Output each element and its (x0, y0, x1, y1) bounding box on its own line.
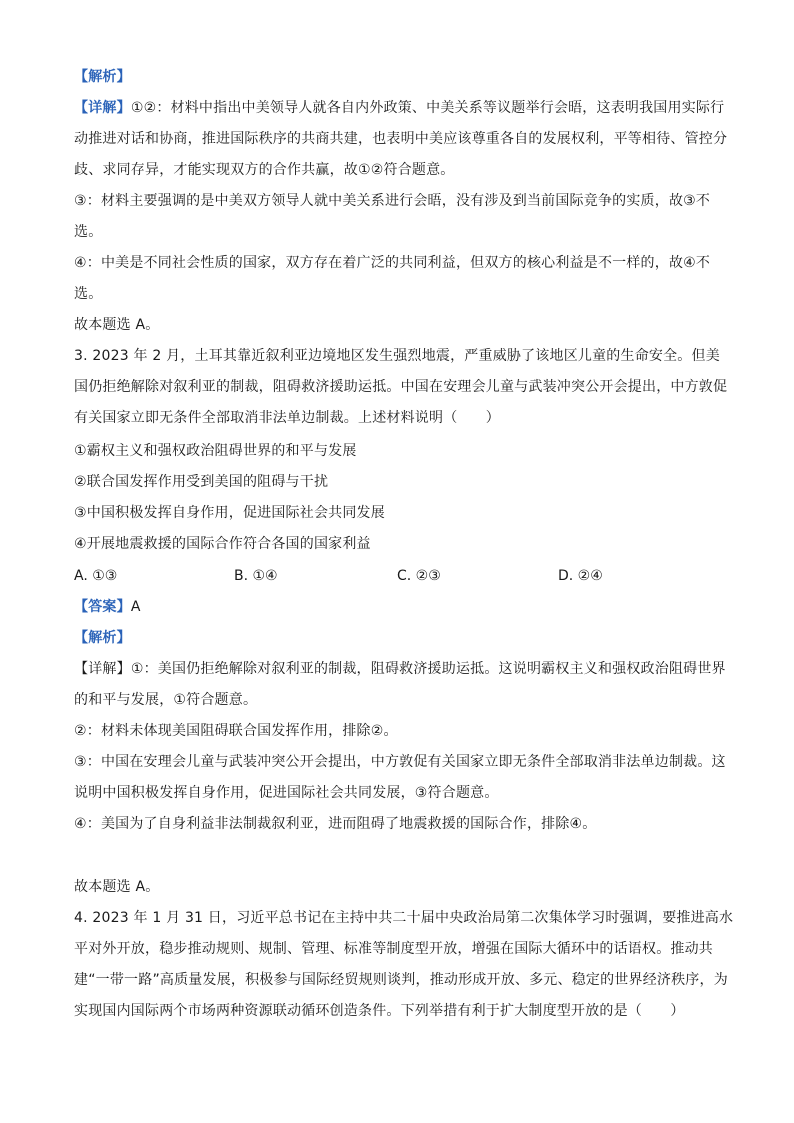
detail-tag: 【详解】 (74, 661, 131, 677)
answer-options (74, 561, 734, 592)
answer-value: A (130, 599, 141, 615)
option-d: D. ②④ (558, 568, 603, 584)
analysis-title: 【解析】 (74, 69, 131, 85)
detail-paragraph: 【详解】①：美国仍拒绝解除对叙利亚的制裁，阻碍救济援助运抵。这说明霸权主义和强权政治阻碍世界的和平与发展，①符合题意。 (74, 661, 726, 708)
option-b: B. ①④ (234, 568, 278, 584)
analysis-title: 【解析】 (74, 630, 131, 646)
statement-item-4: ④开展地震救援的国际合作符合各国的国家利益 (74, 536, 371, 552)
analysis-point-4: ④：美国为了自身利益非法制裁叙利亚，进而阻碍了地震救援的国际合作，排除④。 (74, 816, 597, 832)
statement-item-2: ②联合国发挥作用受到美国的阻碍与干扰 (74, 474, 329, 490)
analysis-point-3: ③：材料主要强调的是中美双方领导人就中美关系进行会晤，没有涉及到当前国际竞争的实质，故③不选。 (74, 193, 711, 240)
question-3-stem: 3. 2023 年 2 月，土耳其靠近叙利亚边境地区发生强烈地震，严重威胁了该地区儿童的生命安全。但美国仍拒绝解除对叙利亚的制裁，阻碍救济援助运抵。中国在安理会儿童与武装冲突公开会提出，中方敦促有关国家立即无条件全部取消非法单边制裁。上述材料说明（ ） (74, 348, 728, 426)
answer-line (74, 592, 734, 623)
answer-tag: 【答案】 (74, 599, 131, 615)
analysis-point-3: ③：中国在安理会儿童与武装冲突公开会提出，中方敦促有关国家立即无条件全部取消非法单边制裁。这说明中国积极发挥自身作用，促进国际社会共同发展，③符合题意。 (74, 754, 726, 801)
analysis-point-2: ②：材料未体现美国阻碍联合国发挥作用，排除②。 (74, 723, 398, 739)
analysis-point-4: ④：中美是不同社会性质的国家，双方存在着广泛的共同利益，但双方的核心利益是不一样的，故④不选。 (74, 255, 711, 302)
question-4-stem: 4. 2023 年 1 月 31 日，习近平总书记在主持中共二十届中央政治局第二次集体学习时强调，要推进高水平对外开放，稳步推动规则、规制、管理、标准等制度型开放，增强在国际大循环中的话语权。推动共建“一带一路”高质量发展，积极参与国际经贸规则谈判，推动形成开放、多元、稳定的世界经济秩序，为实现国内国际两个市场两种资源联动循环创造条件。下列举措有利于扩大制度型开放的是（ ） (74, 910, 734, 1019)
option-c: C. ②③ (397, 568, 441, 584)
conclusion: 故本题选 A。 (74, 317, 160, 333)
conclusion: 故本题选 A。 (74, 879, 160, 895)
statement-item-1: ①霸权主义和强权政治阻碍世界的和平与发展 (74, 443, 357, 459)
detail-tag: 【详解】 (74, 100, 131, 116)
statement-item-3: ③中国积极发挥自身作用，促进国际社会共同发展 (74, 505, 385, 521)
detail-paragraph: 【详解】①②：材料中指出中美领导人就各自内外政策、中美关系等议题举行会晤，这表明我国用实际行动推进对话和协商，推进国际秩序的共商共建，也表明中美应该尊重各自的发展权利，平等相待、管控分歧、求同存异，才能实现双方的合作共赢，故①②符合题意。 (74, 100, 728, 178)
option-a: A. ①③ (74, 568, 118, 584)
